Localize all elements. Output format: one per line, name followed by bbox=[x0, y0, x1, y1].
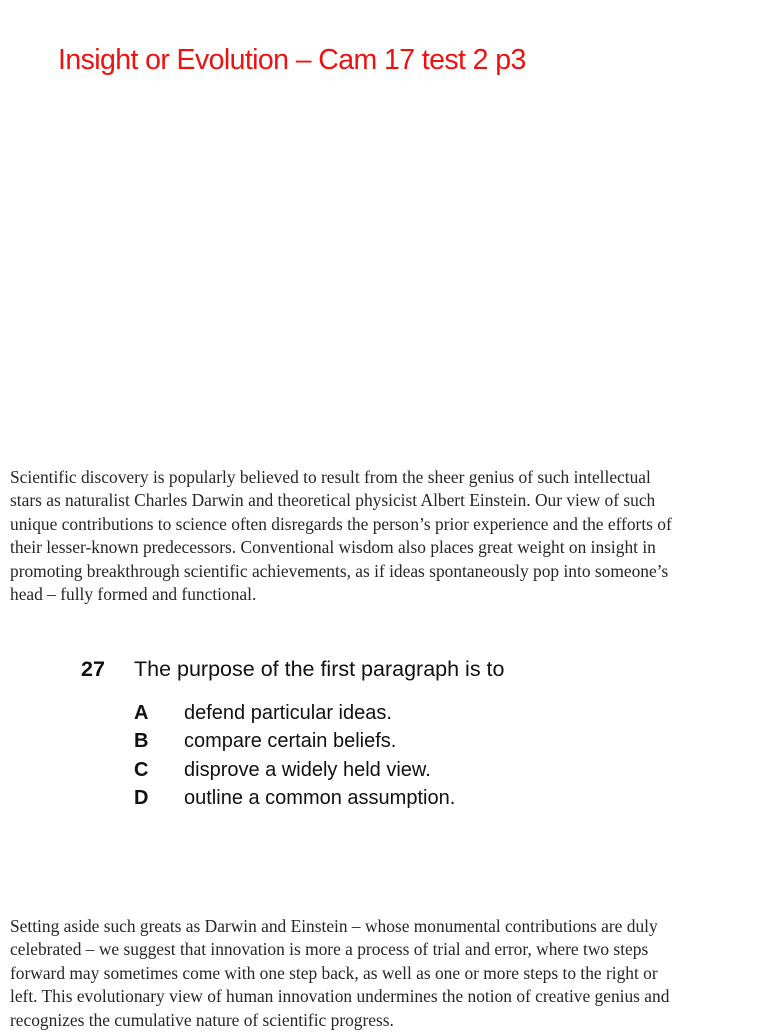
passage-line: their lesser-known predecessors. Conventional wisdom also places great weight on insight in bbox=[10, 537, 656, 558]
option-text: compare certain beliefs. bbox=[184, 730, 397, 753]
option-a bbox=[134, 699, 505, 728]
passage-paragraph-2 bbox=[10, 915, 762, 1032]
question-number: 27 bbox=[81, 656, 105, 681]
passage-line: forward may sometimes come with one step back, as well as one or more steps to the right or bbox=[10, 962, 658, 983]
question-stem: The purpose of the first paragraph is to bbox=[134, 656, 505, 681]
option-d bbox=[134, 785, 505, 814]
passage-line: recognizes the cumulative nature of scientific progress. bbox=[10, 1009, 394, 1030]
option-letter: C bbox=[134, 758, 149, 781]
question-header bbox=[81, 655, 505, 683]
passage-line: Scientific discovery is popularly believed to result from the sheer genius of such intellectual bbox=[10, 467, 651, 487]
page-title: Insight or Evolution – Cam 17 test 2 p3 bbox=[58, 44, 526, 76]
passage-line: promoting breakthrough scientific achievements, as if ideas spontaneously pop into someone’s bbox=[10, 560, 669, 581]
passage-line: unique contributions to science often disregards the person’s prior experience and the efforts of bbox=[10, 513, 672, 534]
passage-line: Setting aside such greats as Darwin and Einstein – whose monumental contributions are duly bbox=[10, 916, 658, 936]
passage-line: head – fully formed and functional. bbox=[10, 584, 257, 605]
option-letter: B bbox=[134, 730, 149, 753]
option-letter: D bbox=[134, 787, 149, 810]
passage-line: celebrated – we suggest that innovation is more a process of trial and error, where two steps bbox=[10, 939, 649, 960]
passage-paragraph-1 bbox=[10, 466, 762, 606]
option-text: outline a common assumption. bbox=[184, 787, 456, 810]
question-27 bbox=[81, 655, 505, 813]
option-c bbox=[134, 756, 505, 785]
passage-line: left. This evolutionary view of human innovation undermines the notion of creative genius and bbox=[10, 986, 670, 1007]
option-text: defend particular ideas. bbox=[184, 701, 392, 724]
option-letter: A bbox=[134, 701, 149, 724]
answer-options bbox=[134, 699, 505, 813]
passage-line: stars as naturalist Charles Darwin and theoretical physicist Albert Einstein. Our view of such bbox=[10, 490, 656, 511]
option-b bbox=[134, 728, 505, 757]
option-text: disprove a widely held view. bbox=[184, 758, 431, 781]
